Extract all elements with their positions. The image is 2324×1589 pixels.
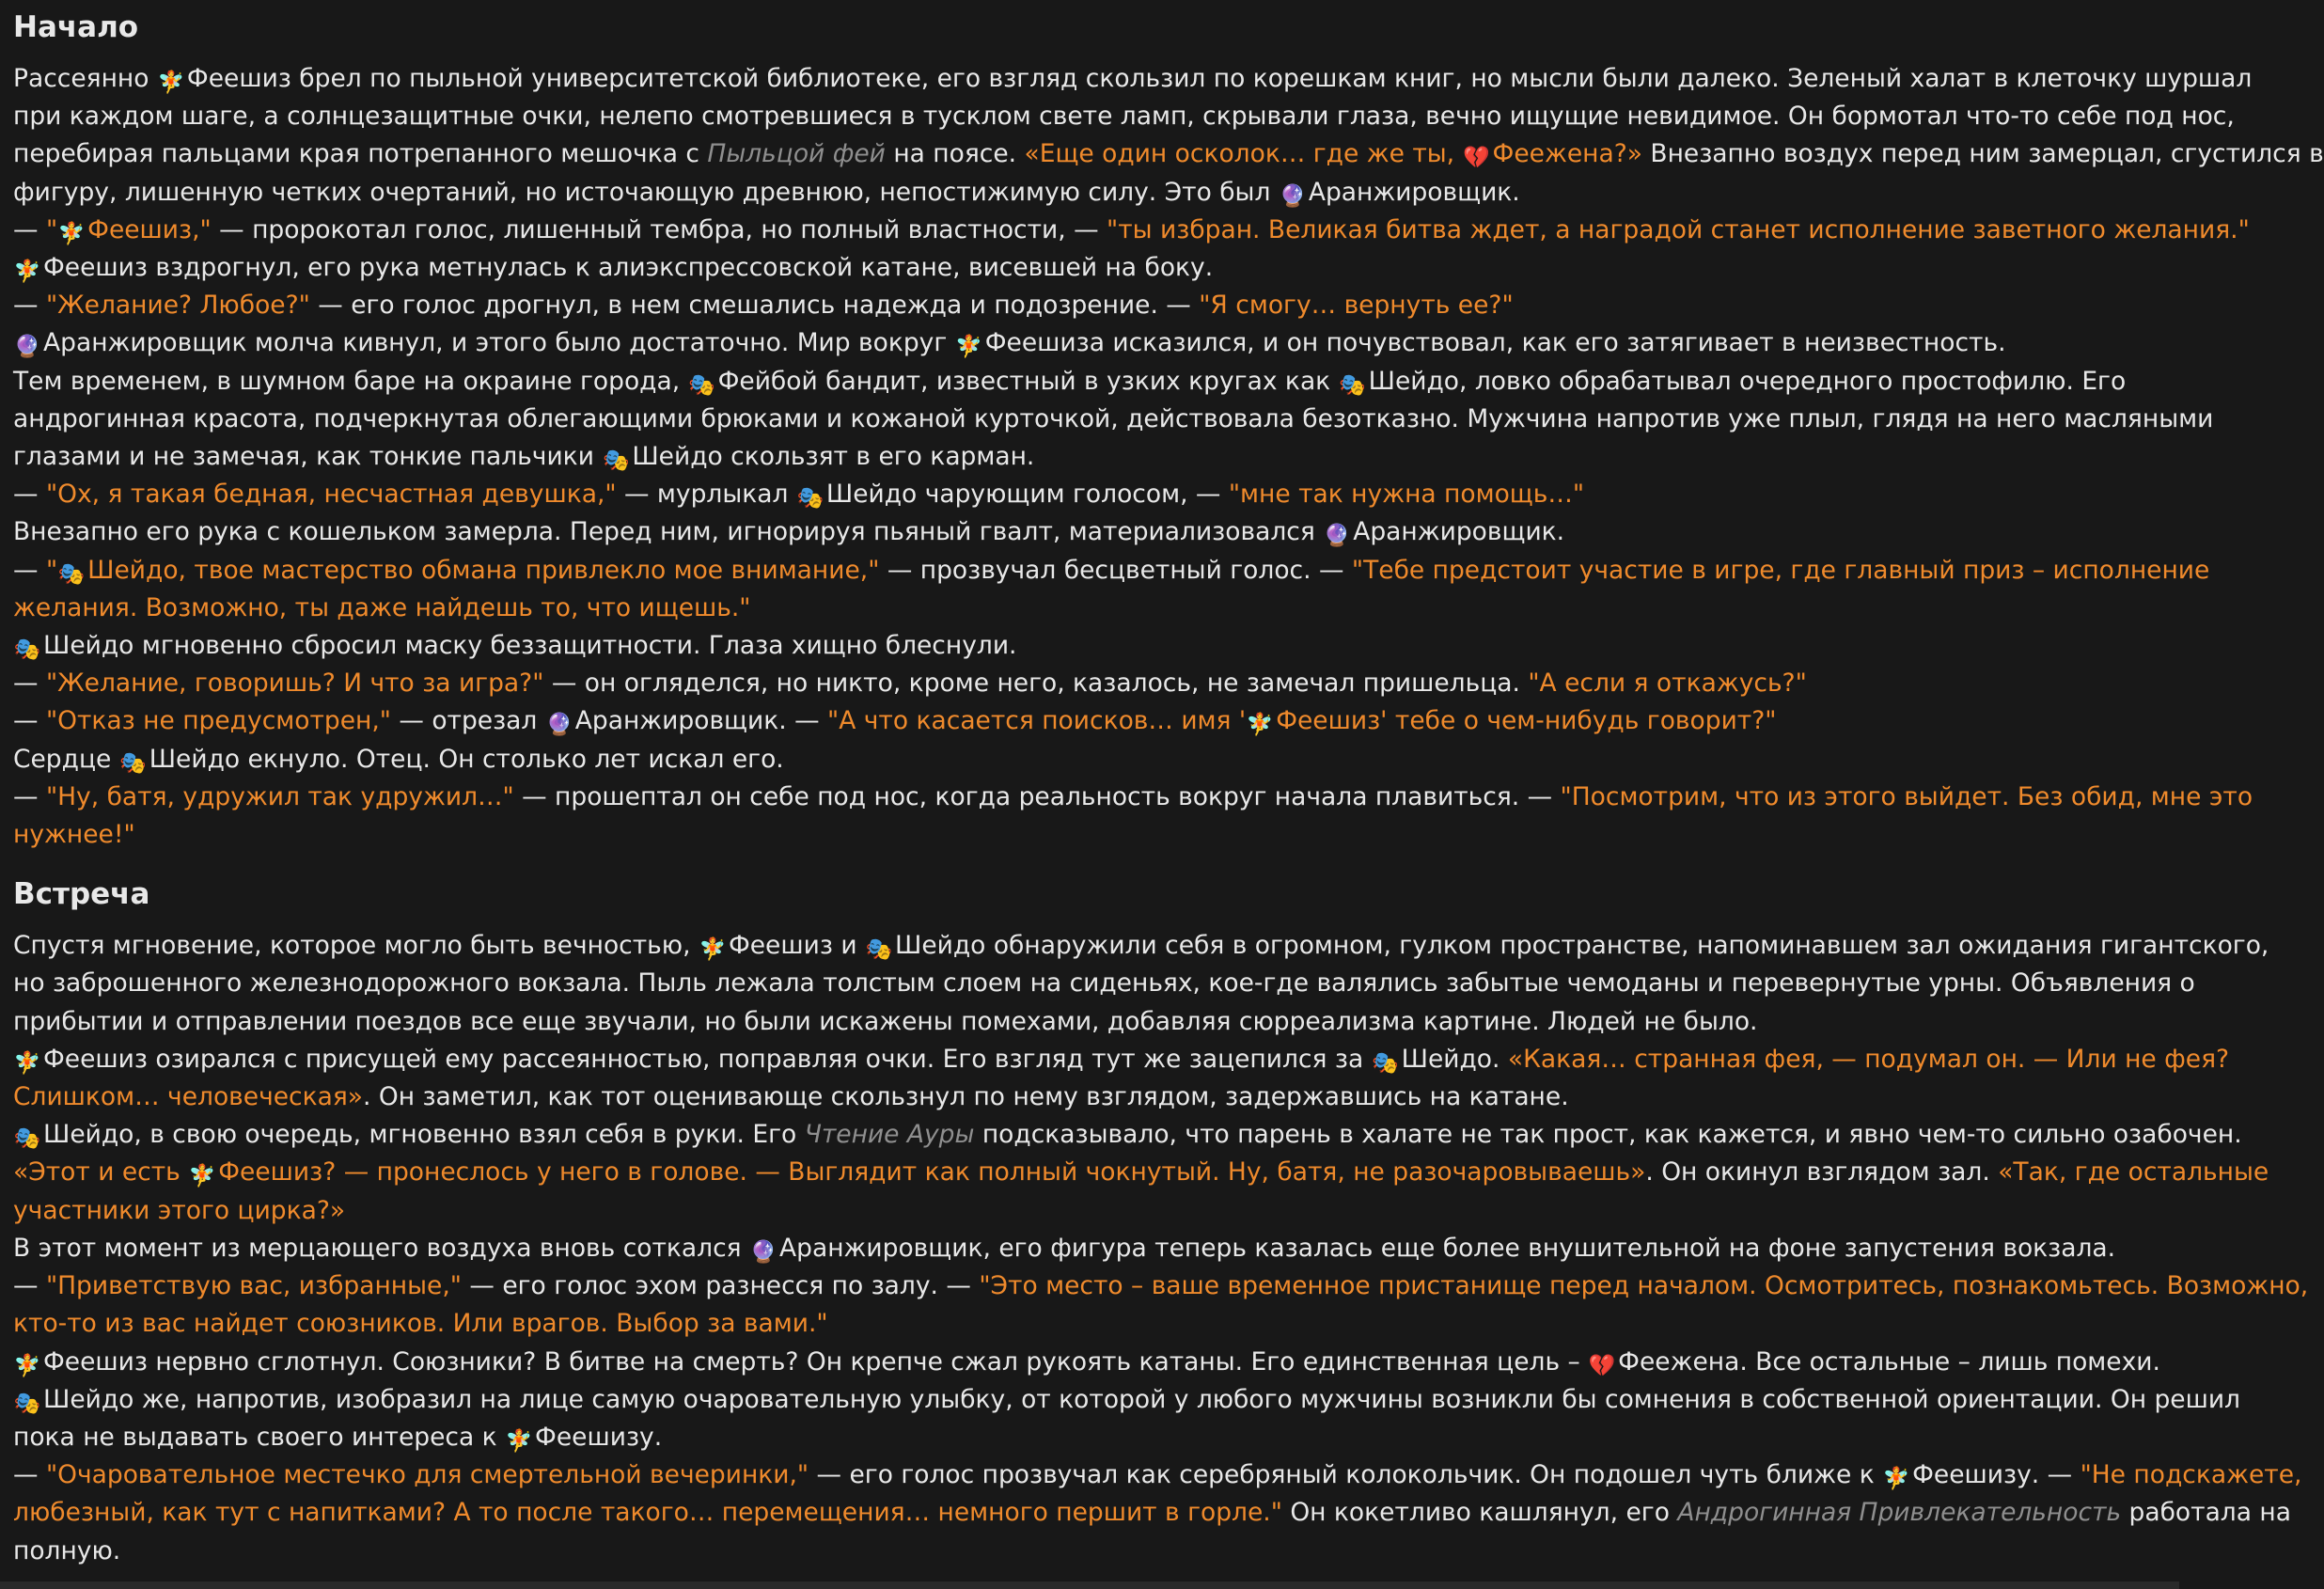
text-line: прибытии и отправлении поездов все еще звучали, но были искажены помехами, добавляя сюрреализма картине. Людей не было.	[13, 1006, 1758, 1036]
fairy-icon: 🧚	[1246, 713, 1274, 738]
speech: "мне так нужна помощь…"	[1228, 480, 1585, 510]
speech: "	[45, 214, 58, 244]
text-line	[13, 1305, 2166, 1343]
theater-mask-icon: 🎭	[1339, 372, 1366, 398]
text-line: — "Отказ не предусмотрен," — отрезал 🔮 Аранжировщик. — "А что касается поисков… имя '🧚 Феешиз' тебе о чем-нибудь говорит?"	[13, 706, 1777, 738]
speech: "А если я откажусь?"	[1528, 669, 1807, 699]
speech: "Ох, я такая бедная, несчастная девушка,"	[45, 480, 617, 510]
speech: "Тебе предстоит участие в игре, где главный приз – исполнение	[1351, 555, 2210, 585]
text-line: андрогинная красота, подчеркнутая облегающими брюками и кожаной курточкой, действовала безотказно. Мужчина напротив уже плыл, глядя на него масляными	[13, 403, 2214, 433]
text-line: Слишком… человеческая». Он заметил, как тот оценивающе скользнул по нему взглядом, задержавшись на катане.	[13, 1082, 1569, 1112]
speech: Слишком… человеческая»	[13, 1082, 364, 1112]
speech: "А что касается поисков… имя '	[827, 706, 1247, 736]
text-line: 🧚 Феешиз вздрогнул, его рука метнулась к алиэкспрессовской катане, висевшей на боку.	[13, 253, 1214, 285]
text-line: В этот момент из мерцающего воздуха вновь соткался 🔮 Аранжировщик, его фигура теперь казалась еще более внушительной на фоне запустения вокзала.	[13, 1233, 2116, 1265]
text-line: — "Желание, говоришь? И что за игра?" — он огляделся, но никто, кроме него, казалось, не замечал пришельца. "А если я откажусь?"	[13, 669, 1807, 699]
text-line: Сердце 🎭 Шейдо екнуло. Отец. Он столько лет искал его.	[13, 744, 784, 776]
text-line	[13, 1192, 2166, 1230]
fairy-icon: 🧚	[13, 1353, 41, 1378]
text-line: — "Очаровательное местечко для смертельной вечеринки," — его голос прозвучал как серебряный колокольчик. Он подошел чуть ближе к 🧚 Феешизу. — "Не подскажете,	[13, 1460, 2302, 1492]
ability-name: Чтение Ауры	[804, 1120, 975, 1150]
theater-mask-icon: 🎭	[119, 750, 148, 776]
speech: "Желание? Любое?"	[45, 291, 310, 321]
speech: "Отказ не предусмотрен,"	[45, 706, 391, 736]
text-line: пока не выдавать своего интереса к 🧚 Феешизу.	[13, 1422, 663, 1454]
speech: "Я смогу… вернуть ее?"	[1199, 291, 1514, 321]
crystal-ball-icon: 🔮	[1279, 183, 1307, 209]
speech: Феешиз? — пронеслось у него в голове. — Выглядит как полный чокнутый. Ну, батя, не разочаровываешь»	[218, 1157, 1646, 1188]
text-line: Спустя мгновение, которое могло быть вечностью, 🧚 Феешиз и 🎭 Шейдо обнаружили себя в огромном, гулком пространстве, напоминавшем зал ожидания гигантского,	[13, 931, 2269, 963]
fairy-icon: 🧚	[955, 335, 983, 360]
theater-mask-icon: 🎭	[13, 637, 41, 663]
crystal-ball-icon: 🔮	[545, 713, 573, 738]
theater-mask-icon: 🎭	[796, 486, 824, 511]
speech: "	[45, 555, 58, 585]
speech: Шейдо, твое мастерство обмана привлекло мое внимание,"	[87, 555, 880, 585]
text-line: но заброшенного железнодорожного вокзала. Пыль лежала толстым слоем на сиденьях, кое-где валялись забытые чемоданы и перевернутые урны. Объявления о	[13, 968, 2195, 999]
fairy-icon: 🧚	[57, 221, 86, 246]
speech: «Какая… странная фея, — подумал он. — Или не фея?	[1507, 1044, 2230, 1074]
text-line: полную.	[13, 1535, 121, 1565]
text-line: «Этот и есть 🧚 Феешиз? — пронеслось у него в голове. — Выглядит как полный чокнутый. Ну, батя, не разочаровываешь». Он окинул взглядом зал. «Так, где остальные	[13, 1157, 2269, 1189]
section-beginning-text	[13, 60, 2324, 854]
theater-mask-icon: 🎭	[603, 448, 630, 474]
ability-name: Андрогинная Привлекательность	[1677, 1498, 2122, 1528]
speech: "ты избран. Великая битва ждет, а наградой станет исполнение заветного желания."	[1107, 214, 2250, 244]
speech: "Это место – ваше временное пристанище перед началом. Осмотритесь, познакомьтесь. Возможно,	[979, 1271, 2309, 1301]
speech: нужнее!"	[13, 820, 135, 850]
text-line: глазами и не замечая, как тонкие пальчики 🎭 Шейдо скользят в его карман.	[13, 442, 1035, 474]
speech: кто-то из вас найдет союзников. Или врагов. Выбор за вами."	[13, 1309, 828, 1339]
text-line: 🎭 Шейдо, в свою очередь, мгновенно взял себя в руки. Его Чтение Ауры подсказывало, что парень в халате не так прост, как кажется, и явно чем-то сильно озабочен.	[13, 1120, 2242, 1152]
speech: Феешиз' тебе о чем-нибудь говорит?"	[1276, 706, 1777, 736]
text-line: фигуру, лишенную четких очертаний, но источающую древнюю, непостижимую силу. Это был 🔮 Аранжировщик.	[13, 177, 1520, 209]
speech: "Посмотрим, что из этого выйдет. Без обид, мне это	[1560, 781, 2253, 811]
theater-mask-icon: 🎭	[13, 1391, 41, 1416]
theater-mask-icon: 🎭	[1372, 1050, 1399, 1076]
text-line: — "Ну, батя, удружил так удружил…" — прошептал он себе под нос, когда реальность вокруг начала плавиться. — "Посмотрим, что из этого выйдет. Без обид, мне это	[13, 781, 2253, 811]
text-line: Внезапно его рука с кошельком замерла. Перед ним, игнорируя пьяный гвалт, материализовался 🔮 Аранжировщик.	[13, 517, 1565, 549]
speech: Феешиз,"	[87, 214, 212, 244]
speech: «Еще один осколок… где же ты,	[1024, 139, 1463, 169]
broken-heart-icon: 💔	[1463, 146, 1490, 171]
fairy-icon: 🧚	[1882, 1467, 1910, 1492]
fairy-icon: 🧚	[188, 1164, 216, 1189]
speech: «Этот и есть	[13, 1157, 189, 1188]
speech: любезный, как тут с напитками? А то после такого… перемещения… немного першит в горле."	[13, 1498, 1282, 1528]
fairy-icon: 🧚	[699, 937, 727, 963]
fairy-icon: 🧚	[13, 260, 41, 285]
text-line	[13, 590, 2166, 627]
speech: "Не подскажете,	[2080, 1460, 2302, 1490]
text-line: — "Приветствую вас, избранные," — его голос эхом разнесся по залу. — "Это место – ваше временное пристанище перед началом. Осмотритесь, познакомьтесь. Возможно,	[13, 1271, 2309, 1301]
text-line: 🧚 Феешиз озирался с присущей ему рассеянностью, поправляя очки. Его взгляд тут же зацепился за 🎭 Шейдо. «Какая… странная фея, — подумал он. — Или не фея?	[13, 1044, 2230, 1076]
speech: «Так, где остальные	[1998, 1157, 2269, 1188]
horizontal-scrollbar[interactable]	[0, 1581, 2179, 1589]
text-line: 🧚 Феешиз нервно сглотнул. Союзники? В битве на смерть? Он крепче сжал рукоять катаны. Его единственная цель – 💔 Феежена. Все остальные – лишь помехи.	[13, 1346, 2160, 1378]
text-line: — "Ох, я такая бедная, несчастная девушка," — мурлыкал 🎭 Шейдо чарующим голосом, — "мне так нужна помощь…"	[13, 480, 1585, 511]
text-line	[13, 816, 2166, 854]
section-title-beginning: Начало	[13, 10, 139, 44]
ability-name: Пыльцой фей	[707, 139, 886, 169]
text-line: 🎭 Шейдо мгновенно сбросил маску беззащитности. Глаза хищно блеснули.	[13, 631, 1017, 663]
speech: "Очаровательное местечко для смертельной вечеринки,"	[45, 1460, 809, 1490]
section-title-meeting: Встреча	[13, 877, 150, 912]
text-line: — "🧚 Феешиз," — пророкотал голос, лишенный тембра, но полный властности, — "ты избран. Великая битва ждет, а наградой станет исполнение заветного желания."	[13, 214, 2250, 246]
crystal-ball-icon: 🔮	[749, 1239, 777, 1265]
crystal-ball-icon: 🔮	[13, 335, 41, 360]
speech: "Приветствую вас, избранные,"	[45, 1271, 462, 1301]
speech: Феежена?»	[1492, 139, 1642, 169]
theater-mask-icon: 🎭	[57, 561, 86, 587]
theater-mask-icon: 🎭	[13, 1126, 41, 1152]
speech: "Желание, говоришь? И что за игра?"	[45, 669, 544, 699]
text-line: любезный, как тут с напитками? А то после такого… перемещения… немного першит в горле." Он кокетливо кашлянул, его Андрогинная Привлекательность работала на	[13, 1498, 2291, 1528]
text-line: — "🎭 Шейдо, твое мастерство обмана привлекло мое внимание," — прозвучал бесцветный голос. — "Тебе предстоит участие в игре, где главный приз – исполнение	[13, 555, 2210, 587]
text-line: 🔮 Аранжировщик молча кивнул, и этого было достаточно. Мир вокруг 🧚 Феешиза исказился, и он почувствовал, как его затягивает в неизвестность.	[13, 328, 2006, 360]
text-line: Рассеянно 🧚 Феешиз брел по пыльной университетской библиотеке, его взгляд скользил по корешкам книг, но мысли были далеко. Зеленый халат в клеточку шуршал	[13, 64, 2253, 95]
crystal-ball-icon: 🔮	[1323, 524, 1351, 549]
section-meeting-text	[13, 927, 2309, 1569]
fairy-icon: 🧚	[505, 1428, 533, 1454]
speech: "Ну, батя, удружил так удружил…"	[45, 781, 514, 811]
text-line: 🎭 Шейдо же, напротив, изобразил на лице самую очаровательную улыбку, от которой у любого мужчины возникли бы сомнения в собственной ориентации. Он решил	[13, 1384, 2240, 1416]
fairy-icon: 🧚	[13, 1050, 41, 1076]
theater-mask-icon: 🎭	[865, 937, 893, 963]
theater-mask-icon: 🎭	[688, 372, 715, 398]
text-line: Тем временем, в шумном баре на окраине города, 🎭 Фейбой бандит, известный в узких кругах как 🎭 Шейдо, ловко обрабатывал очередного простофилю. Его	[13, 366, 2127, 398]
text-line: при каждом шаге, а солнцезащитные очки, нелепо смотревшиеся в тусклом свете ламп, скрывали глаза, вечно ищущие невидимое. Он бормотал что-то себе под нос,	[13, 102, 2235, 132]
text-line: — "Желание? Любое?" — его голос дрогнул, в нем смешались надежда и подозрение. — "Я смогу… вернуть ее?"	[13, 291, 1514, 321]
speech: желания. Возможно, ты даже найдешь то, что ищешь."	[13, 592, 751, 622]
text-line: перебирая пальцами края потрепанного мешочка с Пыльцой фей на поясе. «Еще один осколок… где же ты, 💔 Феежена?» Внезапно воздух перед ним замерцал, сгустился в	[13, 139, 2324, 171]
broken-heart-icon: 💔	[1588, 1353, 1616, 1378]
fairy-icon: 🧚	[157, 71, 185, 95]
speech: участники этого цирка?»	[13, 1195, 346, 1225]
